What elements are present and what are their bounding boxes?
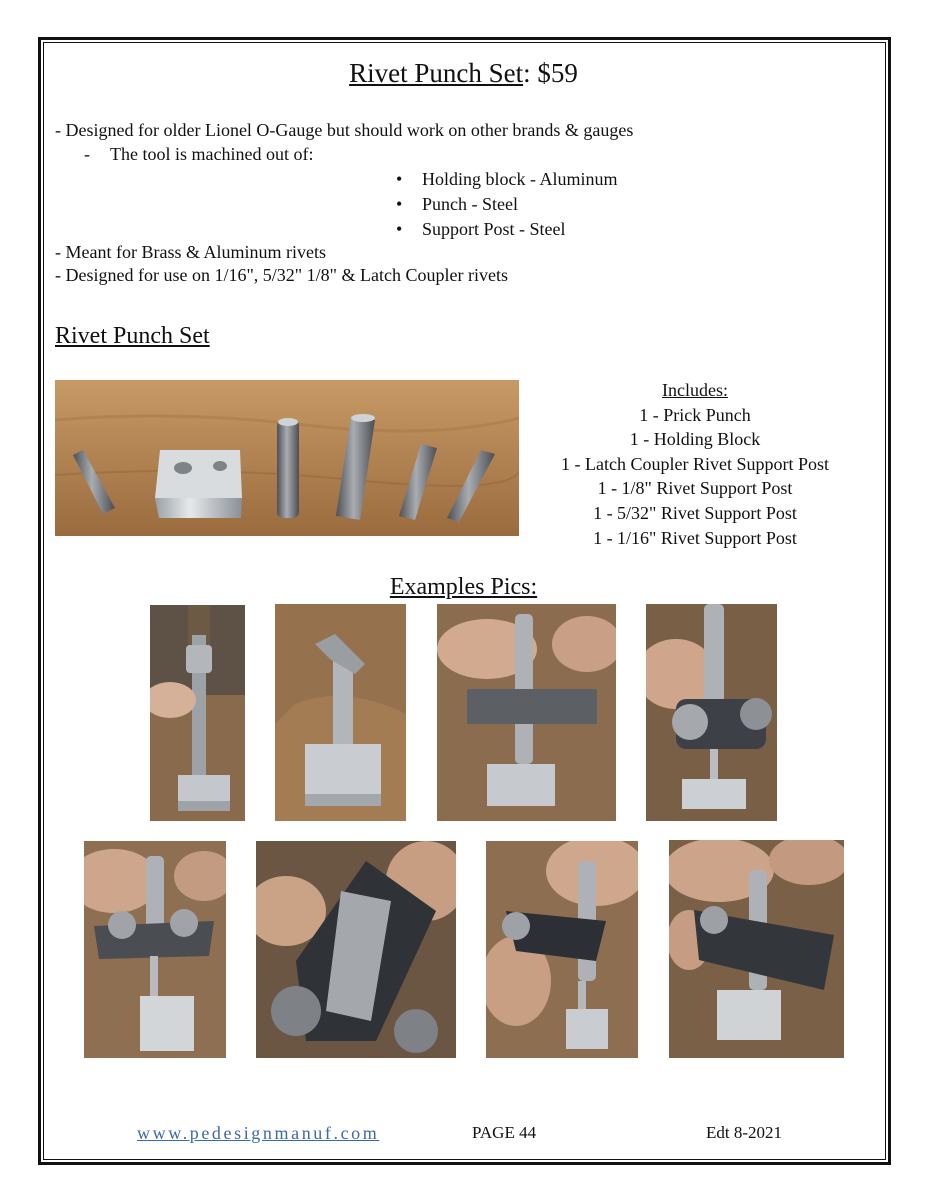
materials-list [396, 167, 618, 242]
description-line-2-dash: - [84, 144, 90, 164]
edition-date: Edt 8-2021 [706, 1123, 783, 1142]
example-photo-5-image [84, 841, 226, 1058]
website-link[interactable]: www.pedesignmanuf.com [137, 1123, 380, 1143]
example-photo-2 [275, 604, 406, 821]
page-number: PAGE 44 [472, 1123, 537, 1142]
list-item: • Support Post - Steel [396, 217, 618, 242]
example-photo-6-image [256, 841, 456, 1058]
example-photo-5 [84, 841, 226, 1058]
includes-list [520, 378, 870, 550]
example-photo-1-image [150, 605, 245, 821]
product-photo [55, 380, 519, 536]
product-photo-image [55, 380, 519, 536]
list-item: 1 - 1/16" Rivet Support Post [593, 527, 797, 548]
description-line-1: - Designed for older Lionel O-Gauge but should work on other brands & gauges [55, 120, 634, 140]
list-item: 1 - 1/8" Rivet Support Post [597, 478, 793, 499]
description-line-2: The tool is machined out of: [110, 144, 314, 164]
list-item: 1 - 5/32" Rivet Support Post [593, 502, 797, 523]
includes-header: Includes: [662, 380, 728, 400]
list-item: • Holding block - Aluminum [396, 167, 618, 192]
example-photo-8 [669, 840, 844, 1058]
description-line-4: - Designed for use on 1/16", 5/32" 1/8" & Latch Coupler rivets [55, 265, 508, 285]
example-photo-8-image [669, 840, 844, 1058]
list-item: 1 - Prick Punch [639, 404, 751, 425]
example-photo-3-image [437, 604, 616, 821]
list-item: • Punch - Steel [396, 192, 618, 217]
section-title: Rivet Punch Set [55, 323, 210, 349]
list-item: 1 - Holding Block [629, 429, 761, 450]
page-title [0, 58, 927, 89]
description-line-3: - Meant for Brass & Aluminum rivets [55, 242, 326, 262]
examples-title: Examples Pics: [389, 574, 538, 600]
example-photo-4-image [646, 604, 777, 821]
example-photo-3 [437, 604, 616, 821]
page-title-price: : $59 [523, 58, 578, 88]
example-photo-7 [486, 841, 638, 1058]
example-photo-1 [150, 605, 245, 821]
example-photo-2-image [275, 604, 406, 821]
example-photo-6 [256, 841, 456, 1058]
example-photo-7-image [486, 841, 638, 1058]
example-photo-4 [646, 604, 777, 821]
list-item: 1 - Latch Coupler Rivet Support Post [561, 453, 829, 474]
page-title-name: Rivet Punch Set [349, 58, 524, 88]
